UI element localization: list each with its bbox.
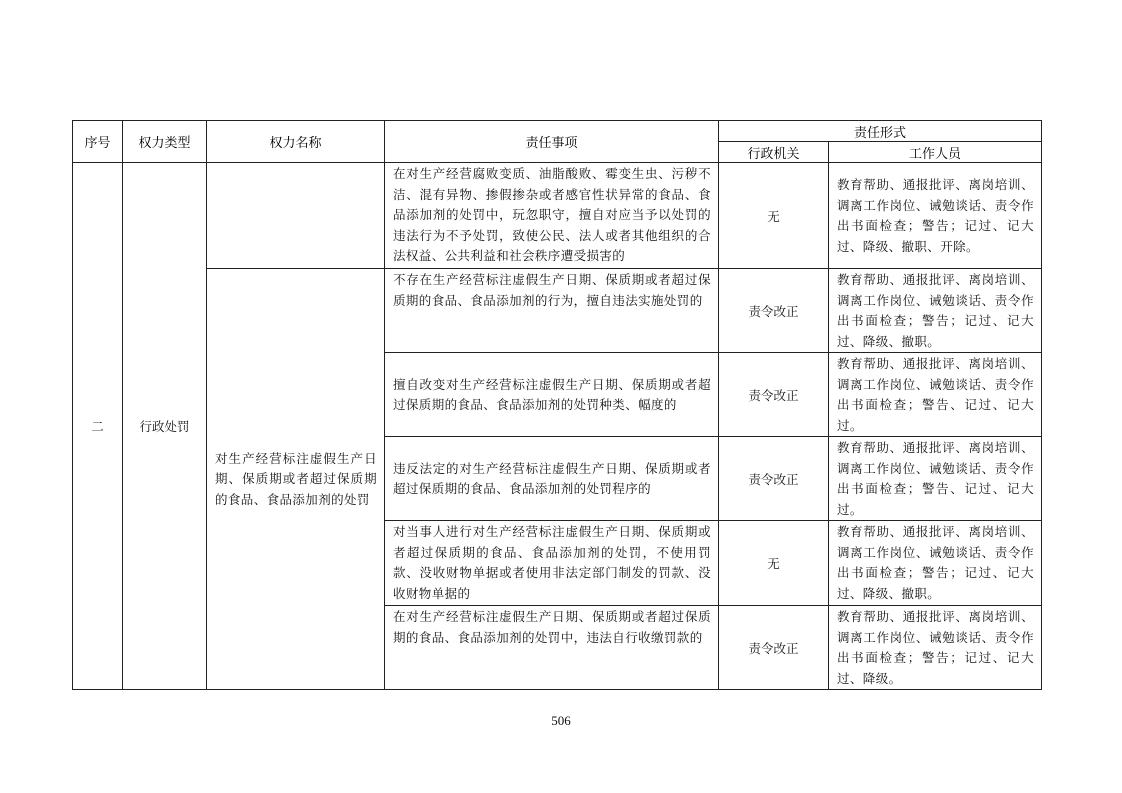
agency-cell: 责令改正	[719, 353, 829, 437]
table-row	[73, 163, 1042, 269]
staff-cell: 教育帮助、通报批评、离岗培训、调离工作岗位、诫勉谈话、责令作出书面检查；警告；记过、记大过、降级。	[829, 606, 1042, 690]
power-name-cell: 对生产经营标注虚假生产日期、保质期或者超过保质期的食品、食品添加剂的处罚	[207, 269, 385, 690]
responsibility-table	[72, 120, 1042, 690]
staff-cell: 教育帮助、通报批评、离岗培训、调离工作岗位、诫勉谈话、责令作出书面检查；警告、记过、记大过。	[829, 353, 1042, 437]
staff-cell: 教育帮助、通报批评、离岗培训、调离工作岗位、诫勉谈话、责令作出书面检查；警告；记过、记大过、降级、撤职。	[829, 269, 1042, 353]
matter-cell: 在对生产经营腐败变质、油脂酸败、霉变生虫、污秽不洁、混有异物、掺假掺杂或者感官性状异常的食品、食品添加剂的处罚中，玩忽职守，擅自对应当予以处罚的违法行为不予处罚，致使公民、法人或者其他组织的合法权益、公共利益和社会秩序遭受损害的	[385, 163, 719, 269]
page-number: 506	[551, 713, 571, 728]
header-power-name: 权力名称	[207, 121, 385, 163]
agency-cell: 责令改正	[719, 269, 829, 353]
agency-cell: 无	[719, 521, 829, 606]
power-name-empty-cell	[207, 163, 385, 269]
matter-cell: 擅自改变对生产经营标注虚假生产日期、保质期或者超过保质期的食品、食品添加剂的处罚种类、幅度的	[385, 353, 719, 437]
table-row	[73, 269, 1042, 353]
matter-cell: 对当事人进行对生产经营标注虚假生产日期、保质期或者超过保质期的食品、食品添加剂的处罚，不使用罚款、没收财物单据或者使用非法定部门制发的罚款、没收财物单据的	[385, 521, 719, 606]
power-type-cell: 行政处罚	[123, 163, 207, 690]
matter-cell: 违反法定的对生产经营标注虚假生产日期、保质期或者超过保质期的食品、食品添加剂的处罚程序的	[385, 437, 719, 521]
staff-cell: 教育帮助、通报批评、离岗培训、调离工作岗位、诫勉谈话、责令作出书面检查；警告、记过、记大过。	[829, 437, 1042, 521]
header-responsibility: 责任事项	[385, 121, 719, 163]
agency-cell: 责令改正	[719, 437, 829, 521]
agency-cell: 责令改正	[719, 606, 829, 690]
header-power-type: 权力类型	[123, 121, 207, 163]
header-seq: 序号	[73, 121, 123, 163]
header-row	[73, 121, 1042, 142]
seq-cell: 二	[73, 163, 123, 690]
matter-cell: 在对生产经营标注虚假生产日期、保质期或者超过保质期的食品、食品添加剂的处罚中，违法自行收缴罚款的	[385, 606, 719, 690]
staff-cell: 教育帮助、通报批评、离岗培训、调离工作岗位、诫勉谈话、责令作出书面检查；警告；记过、记大过、降级、撤职。	[829, 521, 1042, 606]
header-admin-agency: 行政机关	[719, 142, 829, 163]
staff-cell: 教育帮助、通报批评、离岗培训、调离工作岗位、诫勉谈话、责令作出书面检查；警告；记过、记大过、降级、撤职、开除。	[829, 163, 1042, 269]
header-staff: 工作人员	[829, 142, 1042, 163]
header-responsibility-form: 责任形式	[719, 121, 1042, 142]
agency-cell: 无	[719, 163, 829, 269]
matter-cell: 不存在生产经营标注虚假生产日期、保质期或者超过保质期的食品、食品添加剂的行为，擅自违法实施处罚的	[385, 269, 719, 353]
